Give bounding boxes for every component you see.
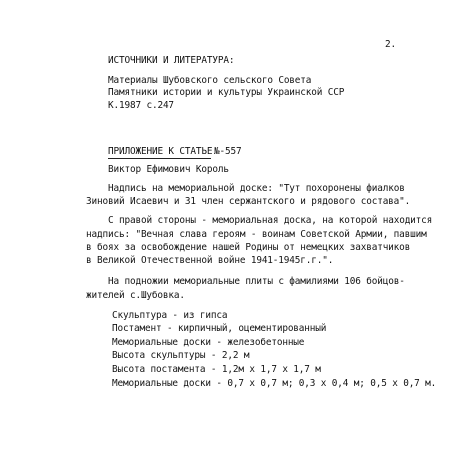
spec-line: Постамент - кирпичный, оцементированный: [112, 323, 327, 334]
appendix-heading: ПРИЛОЖЕНИЕ К СТАТЬЕ: [108, 146, 213, 157]
spec-line: Высота постамента - 1,2м х 1,7 х 1,7 м: [112, 364, 321, 375]
spec-line: Высота скульптуры - 2,2 м: [112, 350, 250, 361]
spec-line: Мемориальные доски - железобетонные: [112, 337, 305, 348]
paragraph-line: С правой стороны - мемориальная доска, на которой находится: [108, 215, 433, 226]
page-number: 2.: [385, 39, 396, 50]
spec-line: Мемориальные доски - 0,7 х 0,7 м; 0,3 х 0,4 м; 0,5 х 0,7 м.: [112, 378, 437, 389]
paragraph-line: жителей с.Шубовка.: [86, 290, 185, 301]
paragraph-line: в боях за освобождение нашей Родины от немецких захватчиков: [86, 242, 411, 253]
paragraph-line: На подножии мемориальные плиты с фамилиями 106 бойцов-: [108, 276, 405, 287]
source-line: Памятники истории и культуры Украинской ССР: [108, 87, 345, 98]
paragraph-line: Зиновий Исаевич и 31 член сержантского и рядового состава".: [86, 196, 411, 207]
paragraph-line: в Великой Отечественной войне 1941-1945г.г.".: [86, 255, 334, 266]
spec-line: Скульптура - из гипса: [112, 310, 228, 321]
source-line: Материалы Шубовского сельского Совета: [108, 75, 312, 86]
appendix-number: №-557: [214, 146, 242, 157]
author-name: Виктор Ефимович Король: [108, 164, 229, 175]
appendix-heading-underline: [108, 158, 211, 159]
paragraph-line: надпись: "Вечная слава героям - воинам Советской Армии, павшим: [86, 229, 427, 240]
source-line: К.1987 с.247: [108, 100, 174, 111]
sources-heading: ИСТОЧНИКИ И ЛИТЕРАТУРА:: [108, 55, 235, 66]
paragraph-line: Надпись на мемориальной доске: "Тут похоронены фиалков: [108, 183, 405, 194]
